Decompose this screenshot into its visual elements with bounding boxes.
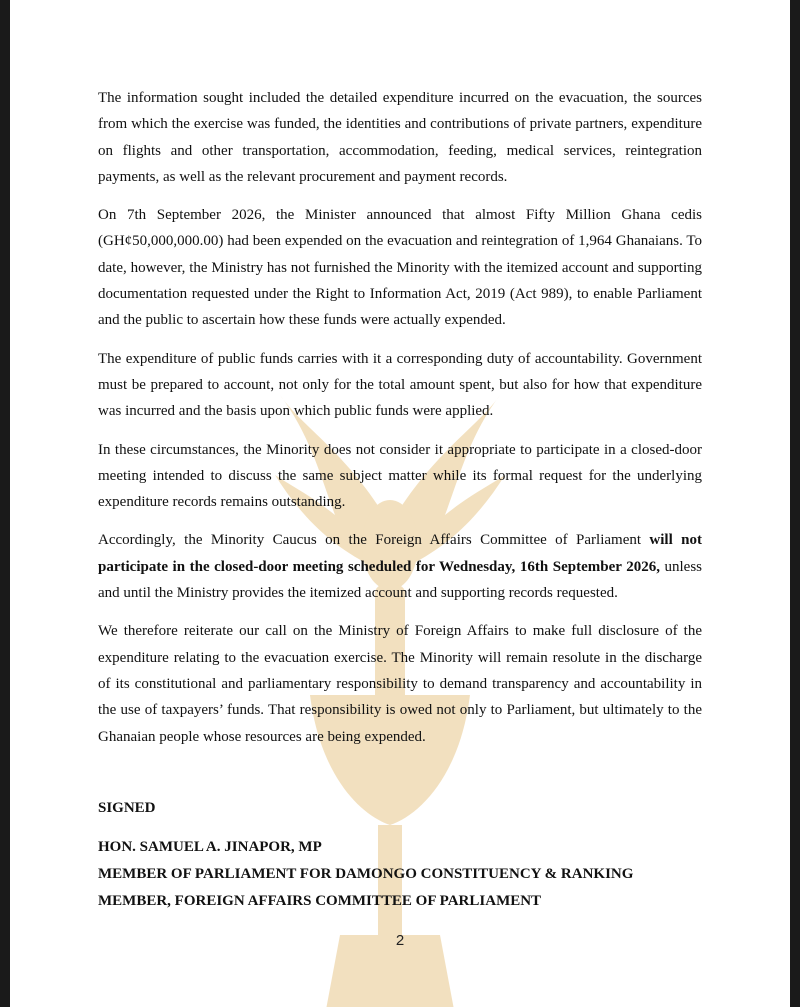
signatory-title-line-1: MEMBER OF PARLIAMENT FOR DAMONGO CONSTITUENCY & RANKING xyxy=(98,866,634,882)
paragraph-reiterate-call: We therefore reiterate our call on the Ministry of Foreign Affairs to make full disclosure of the expenditure relating to the evacuation exercise. The Minority will remain resolute in the discharge of its constitutional and parliamentary responsibility to demand transparency and accountability in the use of taxpayers’ funds. That responsibility is owed not only to Parliament, but ultimately to the Ghanaian people whose resources are being expended. xyxy=(98,623,702,745)
letter-body xyxy=(98,85,702,762)
paragraph-minister-announcement: On 7th September 2026, the Minister announced that almost Fifty Million Ghana cedis (GH¢50,000,000.00) had been expended on the evacuation and reintegration of 1,964 Ghanaians. To date, however, the Ministry has not furnished the Minority with the itemized account and supporting documentation requested under the Right to Information Act, 2019 (Act 989), to enable Parliament and the public to ascertain how these funds were actually expended. xyxy=(98,207,702,329)
signatory-title-line-2: MEMBER, FOREIGN AFFAIRS COMMITTEE OF PARLIAMENT xyxy=(98,893,542,909)
accordingly-text-start: Accordingly, the Minority Caucus on the Foreign Affairs Committee of Parliament xyxy=(98,532,650,549)
paragraph-accordingly xyxy=(98,527,702,606)
signatory-name: HON. SAMUEL A. JINAPOR, MP xyxy=(98,839,322,855)
paragraph-information-sought: The information sought included the detailed expenditure incurred on the evacuation, the sources from which the exercise was funded, the identities and contributions of private partners, expenditure on flights and other transportation, accommodation, feeding, medical services, reintegration payments, as well as the relevant procurement and payment records. xyxy=(98,90,702,185)
accordingly-text-end: unless and until the Ministry provides the itemized account and supporting records requested. xyxy=(98,558,703,602)
signed-label: SIGNED xyxy=(98,800,156,816)
page-number: 2 xyxy=(395,932,405,949)
document-page xyxy=(10,0,790,1007)
accordingly-bold-text: will not participate in the closed-door meeting scheduled for Wednesday, 16th September 2026, xyxy=(98,532,702,575)
paragraph-accountability: The expenditure of public funds carries with it a corresponding duty of accountability. Government must be prepared to account, not only for the total amount spent, but also for how that expenditure was incurred and the basis upon which public funds were applied. xyxy=(98,350,702,420)
signature-block xyxy=(98,834,633,915)
paragraph-circumstances: In these circumstances, the Minority does not consider it appropriate to participate in a closed-door meeting intended to discuss the same subject matter while its formal request for the underlying expenditure records remains outstanding. xyxy=(98,441,702,511)
